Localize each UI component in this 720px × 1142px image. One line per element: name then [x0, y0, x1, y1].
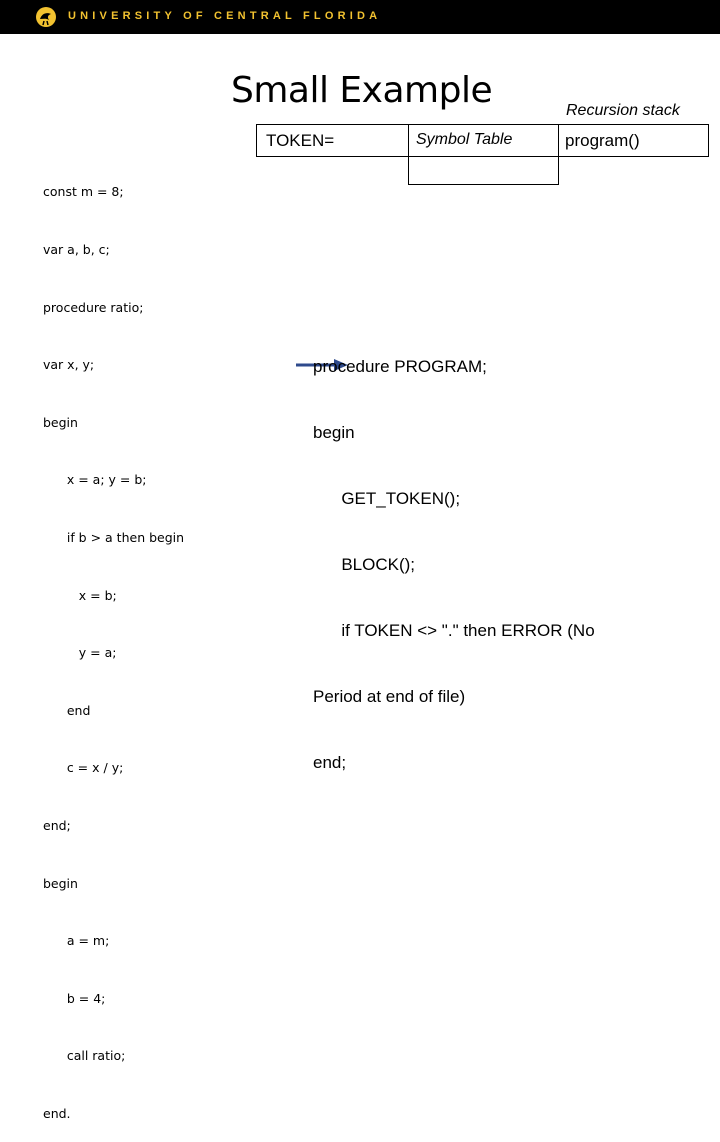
code-line: const m = 8;: [43, 184, 124, 200]
slide-title: Small Example: [231, 70, 493, 111]
procedure-line: if TOKEN <> "." then ERROR (No: [313, 621, 595, 640]
code-line: c = x / y;: [43, 760, 124, 776]
code-line: procedure ratio;: [43, 299, 144, 315]
symbol-table-label: Symbol Table: [416, 131, 513, 148]
code-line: call ratio;: [43, 1048, 126, 1064]
code-line: a = m;: [43, 933, 110, 949]
procedure-line: end;: [313, 753, 347, 772]
procedure-program: [313, 312, 595, 796]
code-line: end.: [43, 1105, 71, 1121]
procedure-line: GET_TOKEN();: [313, 489, 461, 508]
token-label: TOKEN=: [266, 131, 335, 150]
code-line: var a, b, c;: [43, 242, 110, 257]
pegasus-logo-icon: [35, 6, 57, 28]
recursion-stack-entry: program(): [565, 131, 640, 150]
university-name: UNIVERSITY OF CENTRAL FLORIDA: [68, 10, 382, 22]
code-line: var x, y;: [43, 357, 95, 373]
source-code: [43, 144, 184, 1142]
code-line: begin: [43, 875, 78, 891]
recursion-stack-label: Recursion stack: [566, 102, 680, 119]
procedure-line: procedure PROGRAM;: [313, 357, 487, 376]
code-line: begin: [43, 414, 78, 430]
code-line: end: [43, 702, 91, 718]
procedure-line: begin: [313, 423, 355, 442]
code-line: if b > a then begin: [43, 529, 185, 545]
code-line: x = b;: [43, 587, 117, 603]
code-line: b = 4;: [43, 990, 106, 1006]
code-line: end;: [43, 817, 71, 833]
header-bar: [0, 0, 720, 34]
procedure-line: BLOCK();: [313, 555, 416, 574]
procedure-line: Period at end of file): [313, 687, 466, 706]
code-line: y = a;: [43, 645, 117, 661]
code-line: x = a; y = b;: [43, 472, 147, 488]
symbol-table-body-cell: [408, 156, 559, 185]
